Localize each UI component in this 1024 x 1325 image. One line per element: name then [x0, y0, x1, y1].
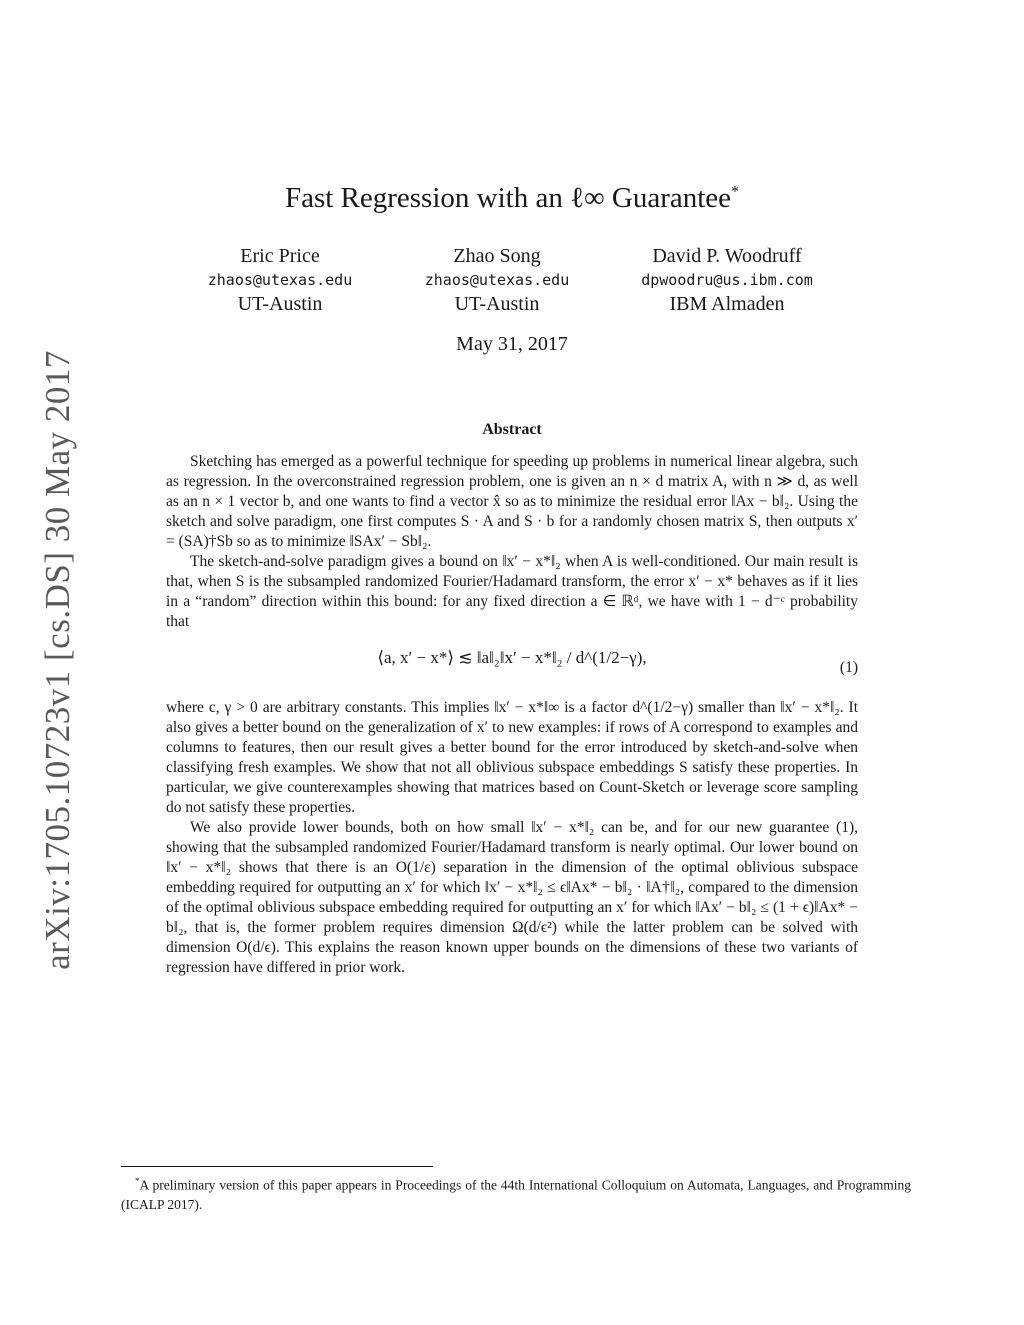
- footnote-divider: [121, 1166, 433, 1167]
- equation-1: [166, 638, 858, 694]
- paper-title: [0, 182, 1024, 215]
- equation-content: ⟨a, x′ − x*⟩ ≲ ‖a‖₂‖x′ − x*‖₂ / d^(1/2−γ),: [377, 648, 647, 667]
- author-block: [367, 244, 627, 316]
- footnote: [121, 1172, 911, 1214]
- title-footnote-mark: *: [731, 183, 740, 201]
- publication-date: May 31, 2017: [456, 333, 568, 355]
- abstract-paragraph: Sketching has emerged as a powerful technique for speeding up problems in numerical linear algebra, such as regression. In the overconstrained regression problem, one is given an n × d matrix A, with n ≫ d, as well as an n × 1 vector b, and one wants to find a vector x̂ so as to minimize the residual error ‖Ax − b‖₂. Using the sketch and solve paradigm, one first computes S · A and S · b for a randomly chosen matrix S, then outputs x′ = (SA)†Sb so as to minimize ‖SAx′ − Sb‖₂.: [166, 453, 858, 550]
- author-name: Eric Price: [240, 245, 320, 267]
- author-affiliation: UT-Austin: [237, 293, 323, 315]
- abstract-paragraph: The sketch-and-solve paradigm gives a bound on ‖x′ − x*‖₂ when A is well-conditioned. Our main result is that, when S is the subsampled randomized Fourier/Hadamard transform, the error x′ − x* behaves as if it lies in a “random” direction within this bound: for any fixed direction a ∈ ℝᵈ, we have with 1 − d⁻ᶜ probability that: [166, 553, 858, 630]
- author-email[interactable]: zhaos@utexas.edu: [207, 271, 353, 289]
- footnote-paragraph: [121, 1172, 911, 1214]
- footnote-text: A preliminary version of this paper appears in Proceedings of the 44th International Colloquium on Automata, Languages, and Programming (ICALP 2017).: [121, 1177, 911, 1212]
- author-name: David P. Woodruff: [652, 245, 802, 267]
- abstract-paragraph: We also provide lower bounds, both on how small ‖x′ − x*‖₂ can be, and for our new guarantee (1), showing that the subsampled randomized Fourier/Hadamard transform is nearly optimal. Our lower bound on ‖x′ − x*‖₂ shows that there is an O(1/ε) separation in the dimension of the optimal oblivious subspace embedding required for outputting an x′ for which ‖x′ − x*‖₂ ≤ ϵ‖Ax* − b‖₂ · ‖A†‖₂, compared to the dimension of the optimal oblivious subspace embedding required for outputting an x′ for which ‖Ax′ − b‖₂ ≤ (1 + ϵ)‖Ax* − b‖₂, that is, the former problem requires dimension Ω(d/ϵ²) while the latter problem can be solved with dimension O(d/ϵ). This explains the reason known upper bounds on the dimensions of these two variants of regression have differed in prior work.: [166, 819, 858, 976]
- author-name: Zhao Song: [453, 245, 541, 267]
- author-affiliation: UT-Austin: [454, 293, 540, 315]
- author-email[interactable]: dpwoodru@us.ibm.com: [641, 271, 813, 289]
- footnote-mark: *: [135, 1176, 140, 1186]
- author-affiliation: IBM Almaden: [669, 293, 785, 315]
- abstract-heading: Abstract: [482, 421, 542, 438]
- paper-title-text: Fast Regression with an ℓ∞ Guarantee: [284, 182, 732, 214]
- abstract-paragraph: where c, γ > 0 are arbitrary constants. This implies ‖x′ − x*‖∞ is a factor d^(1/2−γ) smaller than ‖x′ − x*‖₂. It also gives a better bound on the generalization of x′ to new examples: if rows of A correspond to examples and columns to features, then our result gives a better bound for the error introduced by sketch-and-solve when classifying fresh examples. We show that not all oblivious subspace embeddings S satisfy these properties. In particular, we give counterexamples showing that matrices based on Count-Sketch or leverage score sampling do not satisfy these properties.: [166, 699, 858, 816]
- abstract-body: [166, 452, 858, 978]
- arxiv-identifier: arXiv:1705.10723v1 [cs.DS] 30 May 2017: [38, 350, 77, 970]
- equation-number: (1): [839, 659, 858, 676]
- author-email[interactable]: zhaos@utexas.edu: [424, 271, 570, 289]
- author-block: [597, 244, 857, 316]
